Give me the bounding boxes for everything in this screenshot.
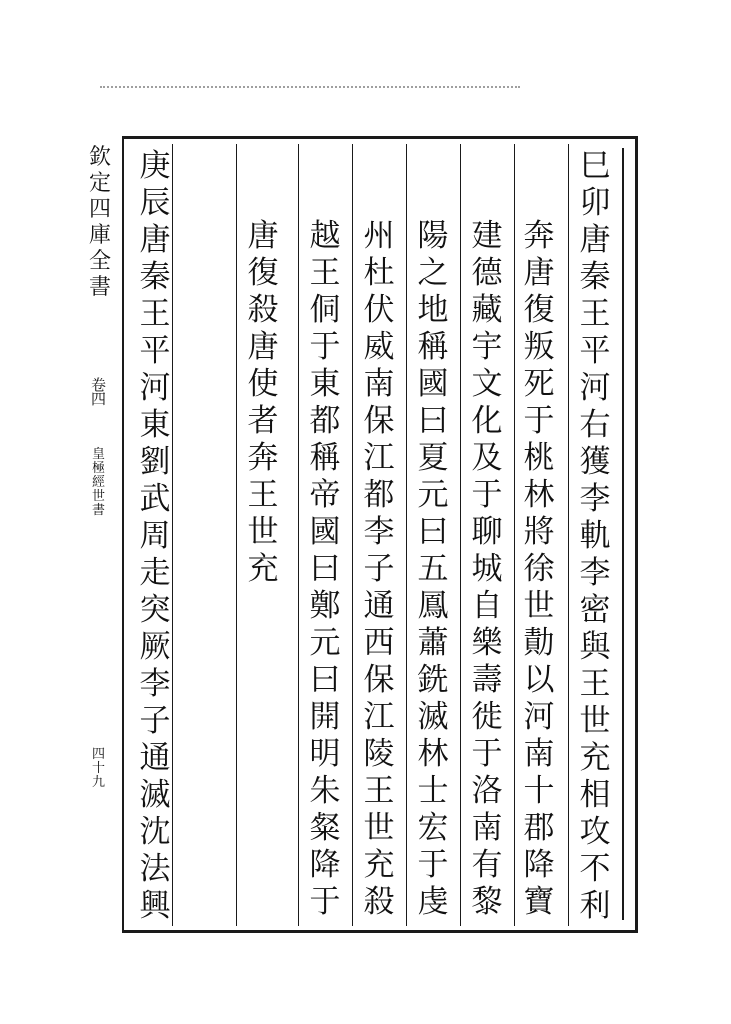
glyph: 武 <box>139 481 171 517</box>
glyph: 降 <box>309 847 341 883</box>
glyph: 侗 <box>309 292 341 328</box>
glyph: 十 <box>523 773 555 809</box>
glyph: 以 <box>523 662 555 698</box>
glyph: 王 <box>579 296 611 332</box>
glyph: 鳳 <box>417 588 449 624</box>
glyph: 建 <box>471 218 503 254</box>
glyph: 秦 <box>579 259 611 295</box>
glyph: 明 <box>309 736 341 772</box>
glyph: 叛 <box>523 329 555 365</box>
glyph: 四 <box>92 747 106 762</box>
glyph: 國 <box>417 366 449 402</box>
glyph: 南 <box>523 736 555 772</box>
glyph: 周 <box>139 518 171 554</box>
glyph: 城 <box>471 551 503 587</box>
glyph: 徙 <box>471 699 503 735</box>
glyph: 宇 <box>471 329 503 365</box>
glyph: 唐 <box>523 255 555 291</box>
glyph: 世 <box>523 588 555 624</box>
column-rule <box>460 144 461 926</box>
glyph: 曰 <box>417 403 449 439</box>
glyph: 勣 <box>523 625 555 661</box>
frame-bottom-rule <box>122 930 638 933</box>
glyph: 江 <box>363 699 395 735</box>
glyph: 曰 <box>309 662 341 698</box>
glyph: 南 <box>363 366 395 402</box>
glyph: 書 <box>92 503 106 518</box>
frame-right-outer-rule <box>635 136 638 933</box>
glyph: 辰 <box>139 185 171 221</box>
text-column-2 <box>514 218 564 921</box>
glyph: 林 <box>417 736 449 772</box>
frame-right-inner-rule <box>622 148 624 920</box>
text-column-4 <box>408 218 458 921</box>
glyph: 洛 <box>471 773 503 809</box>
glyph: 卯 <box>579 185 611 221</box>
glyph: 江 <box>363 440 395 476</box>
glyph: 全 <box>88 249 111 274</box>
glyph: 李 <box>139 666 171 702</box>
glyph: 世 <box>579 703 611 739</box>
glyph: 徐 <box>523 551 555 587</box>
glyph: 粲 <box>309 810 341 846</box>
column-rule <box>406 144 407 926</box>
glyph: 化 <box>471 403 503 439</box>
glyph: 相 <box>579 777 611 813</box>
glyph: 死 <box>523 366 555 402</box>
glyph: 充 <box>247 551 279 587</box>
glyph: 于 <box>417 847 449 883</box>
glyph: 走 <box>139 555 171 591</box>
glyph: 林 <box>523 477 555 513</box>
text-column-6 <box>300 218 350 921</box>
glyph: 陽 <box>417 218 449 254</box>
glyph: 元 <box>417 477 449 513</box>
glyph: 九 <box>92 775 106 790</box>
glyph: 及 <box>471 440 503 476</box>
glyph: 唐 <box>247 218 279 254</box>
glyph: 于 <box>309 884 341 920</box>
glyph: 卷 <box>91 376 107 394</box>
glyph: 皇 <box>92 447 106 462</box>
glyph: 李 <box>363 514 395 550</box>
glyph: 于 <box>471 477 503 513</box>
glyph: 寶 <box>523 884 555 920</box>
glyph: 利 <box>579 888 611 924</box>
glyph: 河 <box>579 370 611 406</box>
glyph: 巳 <box>579 148 611 184</box>
glyph: 通 <box>363 588 395 624</box>
glyph: 世 <box>92 489 106 504</box>
glyph: 桃 <box>523 440 555 476</box>
column-rule <box>352 144 353 926</box>
glyph: 州 <box>363 218 395 254</box>
glyph: 右 <box>579 407 611 443</box>
chapter-label <box>91 378 106 406</box>
glyph: 開 <box>309 699 341 735</box>
glyph: 十 <box>92 761 106 776</box>
glyph: 奔 <box>247 440 279 476</box>
glyph: 李 <box>579 481 611 517</box>
glyph: 聊 <box>471 514 503 550</box>
glyph: 朱 <box>309 773 341 809</box>
page-top-edge <box>100 86 520 88</box>
glyph: 南 <box>471 810 503 846</box>
glyph: 王 <box>363 773 395 809</box>
glyph: 劉 <box>139 444 171 480</box>
glyph: 文 <box>471 366 503 402</box>
glyph: 法 <box>139 851 171 887</box>
glyph: 陵 <box>363 736 395 772</box>
glyph: 突 <box>139 592 171 628</box>
glyph: 王 <box>139 296 171 332</box>
glyph: 郡 <box>523 810 555 846</box>
glyph: 定 <box>88 171 111 196</box>
glyph: 子 <box>139 703 171 739</box>
glyph: 東 <box>139 407 171 443</box>
text-column-3 <box>462 218 512 921</box>
glyph: 通 <box>139 740 171 776</box>
column-rule <box>298 144 299 926</box>
glyph: 虔 <box>417 884 449 920</box>
glyph: 五 <box>417 551 449 587</box>
glyph: 鄭 <box>309 588 341 624</box>
glyph: 自 <box>471 588 503 624</box>
column-rule <box>236 144 237 926</box>
glyph: 殺 <box>363 884 395 920</box>
glyph: 曰 <box>417 514 449 550</box>
glyph: 充 <box>579 740 611 776</box>
glyph: 唐 <box>579 222 611 258</box>
glyph: 世 <box>247 514 279 550</box>
page-number <box>92 748 105 790</box>
book-title-margin <box>85 145 115 301</box>
glyph: 欽 <box>88 145 111 170</box>
glyph: 杜 <box>363 255 395 291</box>
glyph: 帝 <box>309 477 341 513</box>
glyph: 將 <box>523 514 555 550</box>
glyph: 壽 <box>471 662 503 698</box>
glyph: 書 <box>88 275 111 300</box>
glyph: 伏 <box>363 292 395 328</box>
glyph: 地 <box>417 292 449 328</box>
glyph: 復 <box>523 292 555 328</box>
glyph: 保 <box>363 662 395 698</box>
glyph: 與 <box>579 629 611 665</box>
glyph: 四 <box>91 390 107 408</box>
glyph: 李 <box>579 555 611 591</box>
glyph: 極 <box>92 461 106 476</box>
glyph: 殺 <box>247 292 279 328</box>
frame-left-rule <box>122 136 124 933</box>
glyph: 秦 <box>139 259 171 295</box>
glyph: 密 <box>579 592 611 628</box>
text-column-8 <box>130 148 180 925</box>
glyph: 唐 <box>139 222 171 258</box>
book-name-label <box>92 448 105 518</box>
glyph: 唐 <box>247 329 279 365</box>
glyph: 四 <box>88 197 111 222</box>
glyph: 于 <box>309 329 341 365</box>
glyph: 曰 <box>309 551 341 587</box>
glyph: 使 <box>247 366 279 402</box>
glyph: 蕭 <box>417 625 449 661</box>
glyph: 稱 <box>309 440 341 476</box>
glyph: 沈 <box>139 814 171 850</box>
glyph: 庫 <box>88 223 111 248</box>
glyph: 元 <box>309 625 341 661</box>
glyph: 復 <box>247 255 279 291</box>
glyph: 滅 <box>139 777 171 813</box>
glyph: 西 <box>363 625 395 661</box>
glyph: 攻 <box>579 814 611 850</box>
glyph: 世 <box>363 810 395 846</box>
glyph: 經 <box>92 475 106 490</box>
glyph: 河 <box>523 699 555 735</box>
glyph: 平 <box>139 333 171 369</box>
glyph: 降 <box>523 847 555 883</box>
glyph: 者 <box>247 403 279 439</box>
column-rule <box>568 144 569 926</box>
glyph: 興 <box>139 888 171 924</box>
glyph: 不 <box>579 851 611 887</box>
glyph: 子 <box>363 551 395 587</box>
glyph: 宏 <box>417 810 449 846</box>
glyph: 于 <box>523 403 555 439</box>
glyph: 越 <box>309 218 341 254</box>
glyph: 王 <box>309 255 341 291</box>
glyph: 王 <box>247 477 279 513</box>
glyph: 都 <box>309 403 341 439</box>
glyph: 稱 <box>417 329 449 365</box>
glyph: 夏 <box>417 440 449 476</box>
glyph: 庚 <box>139 148 171 184</box>
glyph: 藏 <box>471 292 503 328</box>
glyph: 士 <box>417 773 449 809</box>
glyph: 河 <box>139 370 171 406</box>
text-column-1 <box>570 148 620 925</box>
glyph: 王 <box>579 666 611 702</box>
glyph: 德 <box>471 255 503 291</box>
glyph: 有 <box>471 847 503 883</box>
glyph: 平 <box>579 333 611 369</box>
text-column-7 <box>238 218 288 588</box>
glyph: 國 <box>309 514 341 550</box>
glyph: 奔 <box>523 218 555 254</box>
glyph: 獲 <box>579 444 611 480</box>
glyph: 東 <box>309 366 341 402</box>
glyph: 滅 <box>417 699 449 735</box>
glyph: 之 <box>417 255 449 291</box>
glyph: 保 <box>363 403 395 439</box>
glyph: 樂 <box>471 625 503 661</box>
glyph: 銑 <box>417 662 449 698</box>
text-column-5 <box>354 218 404 921</box>
glyph: 于 <box>471 736 503 772</box>
glyph: 威 <box>363 329 395 365</box>
glyph: 厥 <box>139 629 171 665</box>
glyph: 黎 <box>471 884 503 920</box>
glyph: 充 <box>363 847 395 883</box>
glyph: 都 <box>363 477 395 513</box>
glyph: 軌 <box>579 518 611 554</box>
frame-top-rule <box>122 136 638 139</box>
